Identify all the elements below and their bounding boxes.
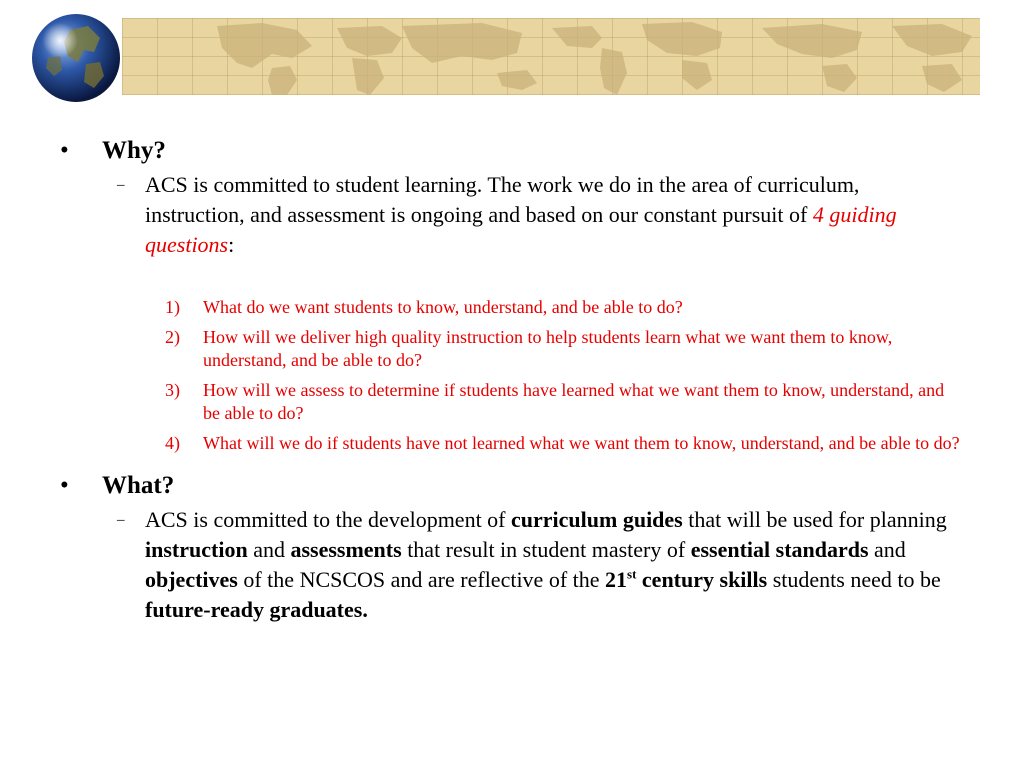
list-item: 3) How will we assess to determine if students have learned what we want them to know, understand, and be able to do?: [165, 380, 945, 423]
bullet-icon: •: [60, 472, 69, 499]
dash-icon: –: [117, 512, 125, 528]
guiding-questions-list: [60, 296, 960, 455]
slide-content: [60, 134, 960, 625]
list-item: 2) How will we deliver high quality instruction to help students learn what we want them to know, understand, and be able to do?: [165, 327, 893, 370]
world-map-icon: [122, 18, 980, 95]
dash-icon: –: [117, 177, 125, 193]
what-heading: [60, 469, 960, 503]
why-heading: [60, 134, 960, 168]
bullet-icon: •: [60, 137, 69, 164]
world-map-banner: [122, 18, 980, 95]
list-item: 4) What will we do if students have not learned what we want them to know, understand, and be able to do?: [165, 433, 960, 453]
why-paragraph: – ACS is committed to student learning. The work we do in the area of curriculum, instruction, and assessment is ongoing and based on our constant pursuit of 4 guiding questions:: [117, 172, 897, 257]
globe-icon: [30, 12, 122, 104]
guiding-questions-emphasis: 4 guiding questions: [145, 202, 897, 257]
why-heading-text: Why?: [102, 137, 166, 164]
what-heading-text: What?: [102, 472, 175, 499]
list-item: 1) What do we want students to know, understand, and be able to do?: [165, 297, 683, 317]
what-paragraph: – ACS is committed to the development of curriculum guides that will be used for planning instruction and assessments that result in student mastery of essential standards and objectives of the NCSCOS and are reflective of the 21st century skills students need to be future-ready graduates.: [117, 507, 947, 622]
